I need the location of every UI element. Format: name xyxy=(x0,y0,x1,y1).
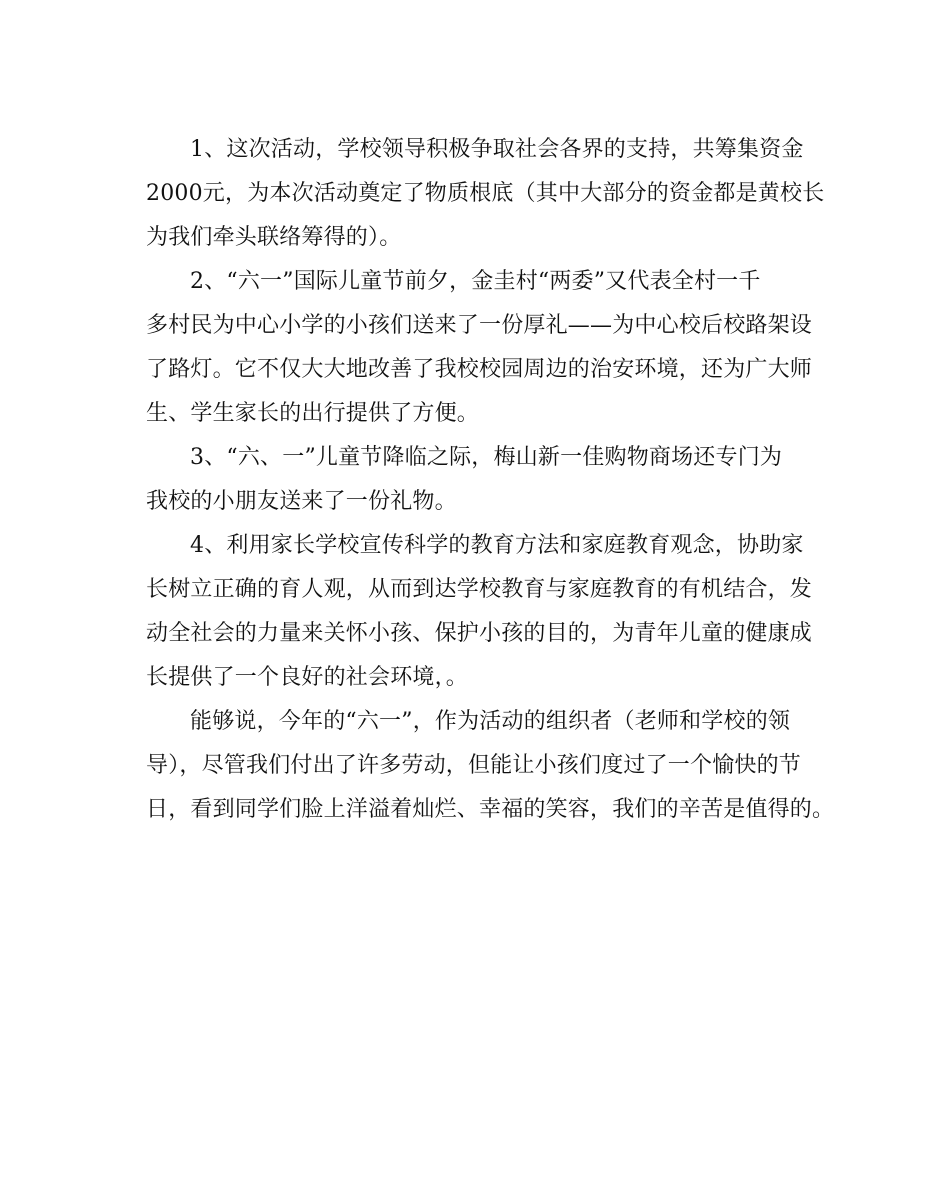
paragraph-line: 生、学生家长的出行提供了方便。 xyxy=(146,401,480,426)
paragraph-line: 2000元，为本次活动奠定了物质根底（其中大部分的资金都是黄校长 xyxy=(146,181,825,206)
paragraph-line: 1、这次活动，学校领导积极争取社会各界的支持，共筹集资金 xyxy=(190,137,804,162)
paragraph-line: 长提供了一个良好的社会环境，。 xyxy=(146,665,469,690)
paragraph-line: 2、“六一”国际儿童节前夕，金圭村“两委”又代表全村一千 xyxy=(190,269,761,294)
paragraph-4 xyxy=(146,524,814,700)
paragraph-line: 我校的小朋友送来了一份礼物。 xyxy=(146,489,457,514)
paragraph-line: 了路灯。它不仅大大地改善了我校校园周边的治安环境，还为广大师 xyxy=(146,357,813,382)
document-body xyxy=(146,128,835,832)
paragraph-line: 日，看到同学们脸上洋溢着灿烂、幸福的笑容，我们的辛苦是值得的。 xyxy=(146,797,835,822)
paragraph-line: 动全社会的力量来关怀小孩、保护小孩的目的，为青年儿童的健康成 xyxy=(146,621,813,646)
paragraph-line: 3、“六、一”儿童节降临之际，梅山新一佳购物商场还专门为 xyxy=(190,445,783,470)
paragraph-2 xyxy=(146,260,814,436)
paragraph-3 xyxy=(146,436,814,524)
paragraph-line: 多村民为中心小学的小孩们送来了一份厚礼——为中心校后校路架设 xyxy=(146,313,813,338)
paragraph-line: 长树立正确的育人观，从而到达学校教育与家庭教育的有机结合，发 xyxy=(146,577,813,602)
paragraph-line: 4、利用家长学校宣传科学的教育方法和家庭教育观念，协助家 xyxy=(190,533,804,558)
paragraph-1 xyxy=(146,128,825,260)
paragraph-line: 导），尽管我们付出了许多劳动，但能让小孩们度过了一个愉快的节 xyxy=(146,753,802,778)
paragraph-line: 为我们牵头联络筹得的）。 xyxy=(146,225,402,250)
paragraph-5 xyxy=(146,700,835,832)
paragraph-line: 能够说，今年的“六一”，作为活动的组织者（老师和学校的领 xyxy=(190,709,791,734)
